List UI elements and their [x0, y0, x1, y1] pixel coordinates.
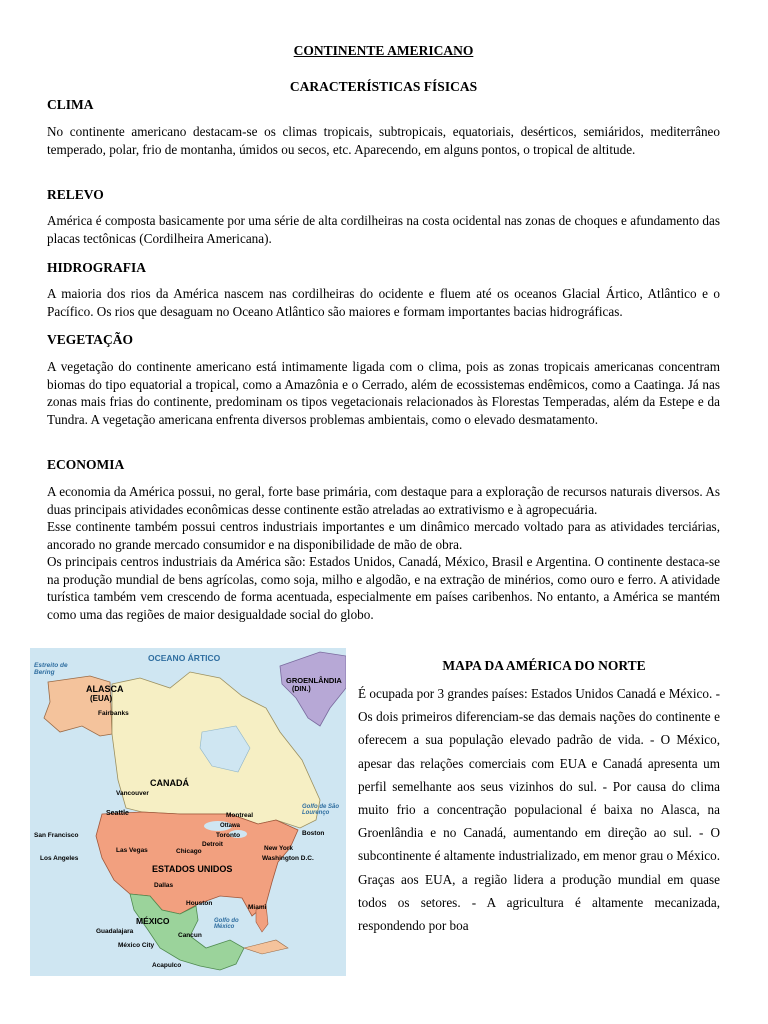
label-guadalajara: Guadalajara: [96, 928, 134, 935]
map-description: [358, 658, 720, 937]
label-detroit: Detroit: [202, 841, 223, 848]
label-cancun: Cancun: [178, 932, 202, 939]
label-estados-unidos: ESTADOS UNIDOS: [152, 864, 233, 874]
label-seattle: Seattle: [106, 810, 129, 817]
label-houston: Houston: [186, 900, 213, 907]
label-canada: CANADÁ: [150, 778, 189, 788]
label-new-york: New York: [264, 845, 294, 852]
document-title: CONTINENTE AMERICANO: [293, 43, 474, 58]
paragraph-clima: No continente americano destacam-se os climas tropicais, subtropicais, equatoriais, desérticos, semiáridos, mediterrâneo temperado, polar, frio de montanha, úmidos ou secos, etc. Aparecendo, em alguns pontos, o tropical de altitude.: [47, 124, 720, 157]
heading-relevo: RELEVO: [47, 187, 104, 202]
paragraph-vegetacao: A vegetação do continente americano está intimamente ligada com o clima, pois as zonas tropicais americanas concentram biomas do tipo equatorial a tropical, como a Amazônia e o Cerrado, além de ecossistemas endêmicos, como a Caatinga. Já nas zonas mais frias do continente, predominam os tipos vegetacionais relacionados às Florestas Temperadas, além da Estepe e da Tundra. A vegetação americana enfrenta diversos problemas ambientais, como o elevado desmatamento.: [47, 359, 720, 427]
label-washington: Washington D.C.: [262, 855, 314, 862]
heading-vegetacao: VEGETAÇÃO: [47, 332, 134, 347]
heading-hidrografia: HIDROGRAFIA: [47, 260, 147, 275]
label-acapulco: Acapulco: [152, 962, 182, 969]
label-toronto: Toronto: [216, 832, 241, 839]
label-alasca-sub: (EUA): [90, 694, 113, 703]
label-los-angeles: Los Angeles: [40, 855, 79, 862]
label-mexico: MÉXICO: [136, 916, 170, 926]
map-section-text: É ocupada por 3 grandes países: Estados Unidos Canadá e México. - Os dois primeiros diferenciam-se das demais nações do continente e oferecem a sua população elevado padrão de vida. - O México, apesar das relações comerciais com EUA e Canadá apresenta um perfil semelhante aos seus vizinhos do sul. - Por causa do clima muito frio a concentração populacional é baixa no Alasca, na Groenlândia e no Canadá, aumentando em direção ao sul. - O subcontinente é altamente industrializado, em menor grau o México. Graças aos EUA, a região lidera a produção mundial em quase todos os setores. - A agricultura é altamente mecanizada, respondendo por boa: [358, 686, 720, 934]
paragraph-hidrografia: A maioria dos rios da América nascem nas cordilheiras do ocidente e fluem até os oceanos Glacial Ártico, Atlântico e o Pacífico. Os rios que desaguam no Oceano Atlântico são maiores e formam importantes bacias hidrográficas.: [47, 286, 720, 319]
label-ottawa: Ottawa: [220, 823, 241, 829]
label-boston: Boston: [302, 830, 325, 837]
paragraph-relevo: América é composta basicamente por uma série de alta cordilheiras na costa ocidental nas zonas de choques e afundamento das placas tectônicas (Cordilheira Americana).: [47, 213, 720, 246]
label-las-vegas: Las Vegas: [116, 847, 148, 854]
label-groenlandia: GROENLÂNDIA: [286, 676, 342, 685]
heading-economia: ECONOMIA: [47, 457, 125, 472]
label-vancouver: Vancouver: [116, 790, 149, 797]
label-san-francisco: San Francisco: [34, 832, 79, 839]
label-montreal: Montreal: [226, 812, 254, 819]
label-golfo-mexico: Golfo do México: [214, 918, 239, 930]
label-mexico-city: México City: [118, 942, 155, 949]
map-graphic: [30, 648, 346, 976]
north-america-map: [30, 648, 346, 976]
label-oceano-artico: OCEANO ÁRTICO: [148, 653, 221, 663]
label-chicago: Chicago: [176, 848, 202, 855]
label-dallas: Dallas: [154, 882, 174, 889]
label-alasca: ALASCA: [86, 684, 124, 694]
map-section-title: MAPA DA AMÉRICA DO NORTE: [442, 658, 646, 673]
paragraph-economia-1: A economia da América possui, no geral, forte base primária, com destaque para a exploração de recursos naturais diversos. As duas principais atividades econômicas desse continente estão atreladas ao extrativismo e à agropecuária.: [47, 484, 720, 517]
label-groenlandia-sub: (DIN.): [292, 686, 311, 693]
label-bering: Estreito de Bering: [34, 662, 68, 676]
label-fairbanks: Fairbanks: [98, 710, 129, 717]
document-subtitle: CARACTERÍSTICAS FÍSICAS: [289, 79, 478, 94]
paragraph-economia-2: Esse continente também possui centros industriais importantes e um dinâmico mercado voltado para as atividades terciárias, ancorado no grande mercado consumidor e na disponibilidade de mão de obra.: [47, 519, 720, 552]
heading-clima: CLIMA: [47, 97, 94, 112]
label-miami: Miami: [248, 904, 267, 911]
label-sao-lourenco: Golfo de São Lourenço: [302, 804, 340, 816]
paragraph-economia-3: Os principais centros industriais da América são: Estados Unidos, Canadá, México, Brasil e Argentina. O continente destaca-se na produção mundial de bens agrícolas, como soja, milho e algodão, e na extração de minérios, como ouro e ferro. A atividade turística também vem crescendo de forma acentuada, especialmente em países caribenhos. No entanto, a América se mantém como uma das regiões de maior desigualdade social do globo.: [47, 554, 720, 622]
